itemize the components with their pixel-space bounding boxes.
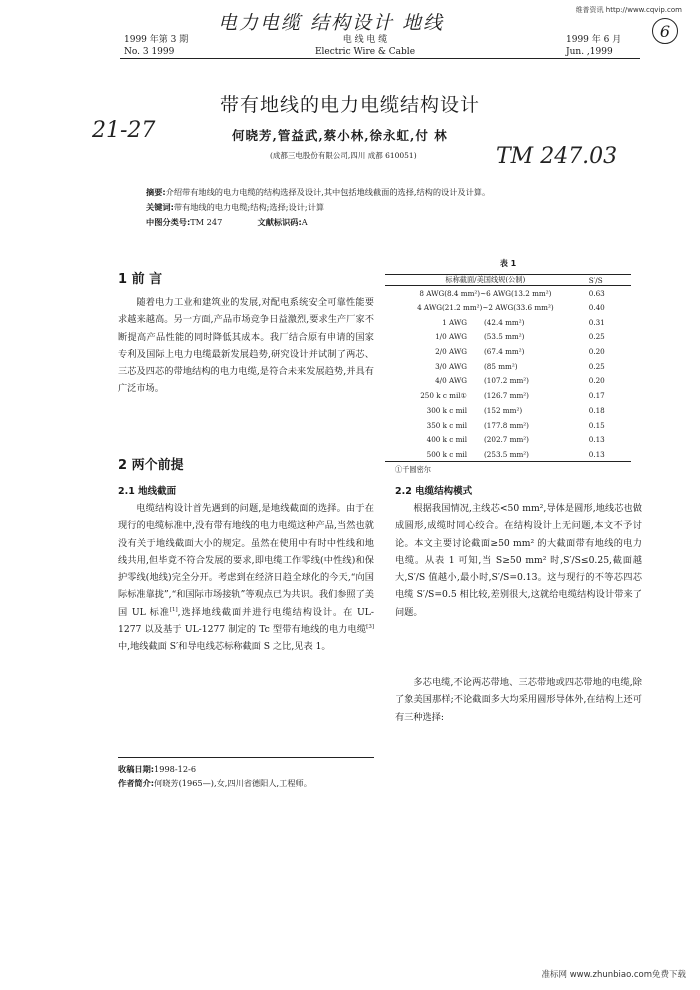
- classification: [146, 215, 616, 230]
- table-row: [385, 286, 631, 301]
- table-cell-area: (126.7 mm²): [484, 391, 529, 401]
- table-row: [385, 300, 631, 315]
- table-1-wrapper: [385, 274, 631, 462]
- affiliation: (成都三电股份有限公司,四川 成都 610051): [270, 151, 417, 160]
- table-header-ratio: S′/S: [586, 275, 631, 286]
- paper-title: 带有地线的电力电缆结构设计: [219, 94, 480, 116]
- doc-code-value: A: [301, 217, 308, 227]
- table-cell-ratio: 0.63: [588, 288, 605, 298]
- header-issue-en: No. 3 1999: [124, 47, 175, 57]
- abstract: [146, 185, 616, 200]
- received-value: 1998-12-6: [154, 764, 197, 774]
- handwritten-annotation-top: 电力电缆 结构设计 地线: [218, 12, 445, 34]
- table-cell-size: 4 AWG(21.2 mm²)~2 AWG(33.6 mm²): [417, 303, 554, 313]
- table-cell-area: (85 mm²): [484, 361, 518, 371]
- section-2-1-heading: 2.1 地线截面: [118, 486, 177, 497]
- header-right: [566, 34, 642, 58]
- keywords-text: 带有地线的电力电缆;结构;选择;设计;计算: [173, 202, 325, 212]
- table-cell-area: (177.8 mm²): [484, 420, 529, 430]
- clc-value: TM 247: [190, 217, 223, 227]
- table-cell-ratio: 0.18: [588, 405, 605, 415]
- table-row: [385, 359, 631, 374]
- table-cell-area: (42.4 mm²): [484, 317, 525, 327]
- received-label: 收稿日期:: [118, 764, 155, 774]
- table-row: [385, 315, 631, 330]
- table-cell-gauge: 3/0 AWG: [435, 361, 467, 371]
- doc-code-label: 文献标识码:: [257, 217, 302, 227]
- table-row: [385, 330, 631, 345]
- section-2-2-text-1: 根据我国情况,主线芯<50 mm²,导体是圆形,地线芯也做成圆形,成缆时同心绞合。在结构设计上无问题,本文不予讨论。本文主要讨论截面≥50 mm² 的大截面带有地线的电力电缆。从表 1 可知,当 S≥50 mm² 时,S′/S≤0.25,截面越大,S′/S 值越小,最小时,S′/S=0.13。这与现行的不等芯四芯电缆 S′/S=0.5 相比较,差别很大,这就给电缆结构设计带来了问题。: [395, 503, 642, 618]
- section-2-2-heading: 2.2 电缆结构模式: [395, 486, 473, 497]
- footnote: [118, 762, 378, 790]
- section-2-1-text: [118, 500, 374, 656]
- bottom-watermark: 准标网 www.zhunbiao.com免费下载: [541, 970, 686, 980]
- table-row: [385, 344, 631, 359]
- section-2-2-text-2: 多芯电缆,不论两芯带地、三芯带地或四芯带地的电缆,除了象美国那样;不论截面多大均采用圆形导体外,在结构上还可有三种选择:: [395, 677, 642, 723]
- table-cell-gauge: 300 k c mil: [426, 405, 467, 415]
- table-cell-area: (202.7 mm²): [484, 435, 529, 445]
- table-cell-gauge: 500 k c mil: [385, 447, 481, 462]
- table-cell-area: (253.5 mm²): [481, 447, 586, 462]
- keywords: [146, 200, 616, 215]
- handwritten-page-range: 21-27: [92, 118, 156, 143]
- handwritten-classification: TM 247.03: [496, 144, 618, 169]
- abstract-block: [146, 185, 616, 230]
- site-watermark: 维普资讯 http://www.cqvip.com: [575, 6, 682, 14]
- abstract-text: 介绍带有地线的电力电缆的结构选择及设计,其中包括地线截面的选择,结构的设计及计算。: [165, 187, 491, 197]
- table-row: [385, 403, 631, 418]
- section-2-1-text-c: 中,地线截面 S′和导电线芯标称截面 S 之比,见表 1。: [118, 641, 331, 653]
- received-date: [118, 762, 378, 776]
- section-2-1-text-b: ,选择地线截面并进行电缆结构设计。在 UL-1277 以及基于 UL-1277 制定的 Tc 型带有地线的电力电缆: [118, 606, 374, 636]
- section-2-1-text-a: 电缆结构设计首先遇到的问题,是地线截面的选择。由于在现行的电缆标准中,没有带有地线的电力电缆这种产品,当然也就没有关于地线截面大小的规定。虽然在使用中有时中性线和地线共用,但毕竟不符合发展的要求,即电缆工作零线(中性线)和保护零线(地线)完全分开。考虑到在经济日趋全球化的今天,“向国际标准靠拢”,“和国际市场接轨”等观点已为共识。我们参照了美国 UL 标准: [118, 503, 374, 618]
- section-1-text: 随着电力工业和建筑业的发展,对配电系统安全可靠性能要求越来越高。另一方面,产品市场竞争日益激烈,要求生产厂家不断提高产品性能的同时降低其成本。我厂结合原有申请的国家专利及国际上电力电缆最新发展趋势,研究设计并试制了两芯、三芯及四芯的带地结构的电力电缆,是符合未来发展趋势,并具有广泛市场。: [118, 297, 374, 395]
- footnote-rule: [118, 757, 374, 758]
- citation-1: [1]: [169, 606, 178, 613]
- table-row: [385, 374, 631, 389]
- citation-3: [3]: [366, 624, 374, 631]
- table-cell-gauge: 1/0 AWG: [435, 332, 467, 342]
- table-1-caption: 表 1: [499, 259, 517, 268]
- table-cell-ratio: 0.31: [588, 317, 605, 327]
- author-bio: [118, 776, 378, 790]
- table-row: [385, 418, 631, 433]
- section-1-heading: 1 前 言: [118, 272, 163, 287]
- table-1: [385, 274, 631, 462]
- author-bio-label: 作者简介:: [118, 778, 155, 788]
- table-cell-gauge: 350 k c mil: [426, 420, 467, 430]
- table-cell-area: (152 mm²): [484, 405, 523, 415]
- table-row: [385, 447, 631, 462]
- header-date-en: Jun. ,1999: [566, 47, 613, 57]
- table-cell-area: (67.4 mm²): [484, 347, 525, 357]
- keywords-label: 关键词:: [146, 202, 174, 212]
- author-bio-text: 何晓芳(1965—),女,四川省德阳人,工程师。: [154, 778, 312, 788]
- header-center: [310, 34, 420, 58]
- table-cell-ratio: 0.15: [588, 420, 605, 430]
- header-date: 1999 年 6 月: [566, 35, 622, 45]
- clc-label: 中图分类号:: [146, 217, 191, 227]
- handwritten-circled-number: 6: [652, 18, 678, 44]
- table-cell-ratio: 0.17: [588, 391, 605, 401]
- header-rule: [120, 58, 640, 59]
- table-header-size: 标称截面/美国线规(公制): [385, 275, 586, 286]
- table-cell-gauge: 2/0 AWG: [435, 347, 467, 357]
- authors: 何晓芳,管益武,蔡小林,徐永虹,付 林: [232, 128, 448, 143]
- table-cell-gauge: 1 AWG: [442, 317, 467, 327]
- table-cell-area: (107.2 mm²): [484, 376, 529, 386]
- table-cell-ratio: 0.25: [588, 332, 605, 342]
- journal-name-en: Electric Wire & Cable: [314, 47, 416, 57]
- table-cell-ratio: 0.13: [586, 447, 631, 462]
- table-cell-gauge: 250 k c mil①: [420, 391, 467, 401]
- table-cell-size: 8 AWG(8.4 mm²)~6 AWG(13.2 mm²): [419, 288, 552, 298]
- header-issue: 1999 年第 3 期: [124, 35, 189, 45]
- table-cell-ratio: 0.13: [588, 435, 605, 445]
- table-cell-ratio: 0.20: [588, 347, 605, 357]
- table-row: [385, 432, 631, 447]
- journal-name: 电 线 电 缆: [342, 35, 388, 45]
- table-cell-ratio: 0.20: [588, 376, 605, 386]
- header-left: [124, 34, 188, 58]
- table-cell-ratio: 0.25: [588, 361, 605, 371]
- table-cell-gauge: 400 k c mil: [426, 435, 467, 445]
- table-cell-ratio: 0.40: [588, 303, 605, 313]
- table-1-note: ①千圆密尔: [395, 465, 431, 474]
- table-row: [385, 388, 631, 403]
- table-cell-gauge: 4/0 AWG: [435, 376, 467, 386]
- section-2-heading: 2 两个前提: [118, 458, 184, 473]
- abstract-label: 摘要:: [146, 187, 166, 197]
- table-cell-area: (53.5 mm²): [484, 332, 525, 342]
